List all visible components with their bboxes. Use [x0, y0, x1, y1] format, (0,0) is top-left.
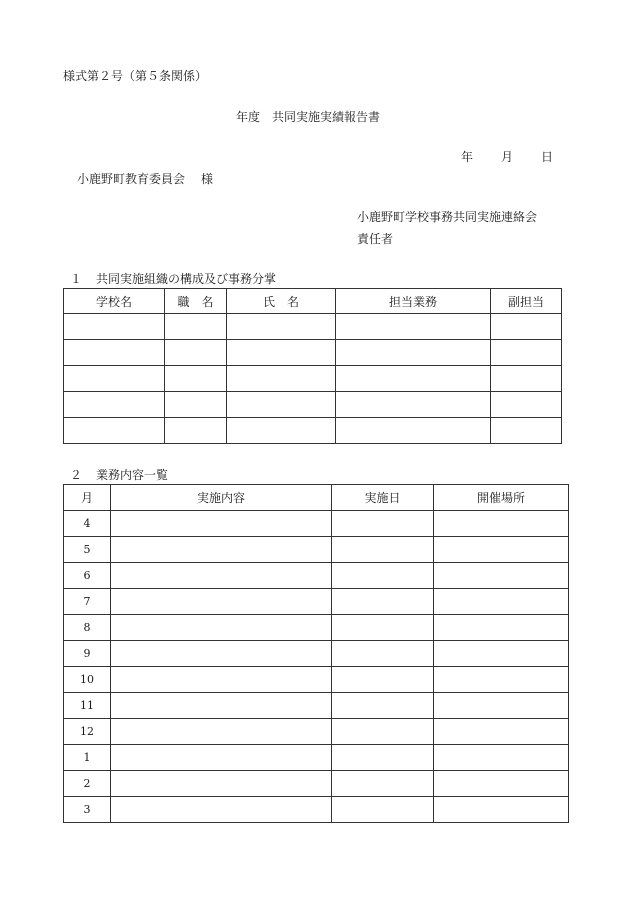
month-cell: 1 [64, 745, 111, 771]
duties-cell[interactable] [336, 392, 491, 418]
venue-cell[interactable] [434, 667, 569, 693]
title-year-label: 年度 [236, 110, 261, 124]
column-header-name: 氏 名 [227, 289, 336, 314]
date-cell[interactable] [332, 797, 434, 823]
recipient-name: 小鹿野町教育委員会 [77, 172, 186, 186]
section2-heading [70, 466, 168, 483]
section1-title: 共同実施組織の構成及び事務分掌 [96, 272, 277, 286]
venue-cell[interactable] [434, 719, 569, 745]
month-cell: 8 [64, 615, 111, 641]
date-day: 日 [541, 150, 554, 164]
section2-title: 業務内容一覧 [96, 468, 169, 482]
content-cell[interactable] [111, 797, 332, 823]
sub-assignee-cell[interactable] [491, 392, 562, 418]
venue-cell[interactable] [434, 641, 569, 667]
content-cell[interactable] [111, 693, 332, 719]
sub-assignee-cell[interactable] [491, 314, 562, 340]
date-year: 年 [461, 150, 474, 164]
content-cell[interactable] [111, 667, 332, 693]
section2-number: ２ [70, 468, 83, 482]
sender-role: 責任者 [357, 232, 394, 246]
venue-cell[interactable] [434, 589, 569, 615]
column-header-position: 職 名 [165, 289, 227, 314]
work-content-table [63, 484, 569, 823]
month-cell: 11 [64, 693, 111, 719]
date-cell[interactable] [332, 641, 434, 667]
table-row [64, 511, 569, 537]
school-name-cell[interactable] [64, 340, 165, 366]
school-name-cell[interactable] [64, 366, 165, 392]
date-cell[interactable] [332, 693, 434, 719]
column-header-assigned-duties: 担当業務 [336, 289, 491, 314]
column-header-month: 月 [64, 485, 111, 511]
sub-assignee-cell[interactable] [491, 418, 562, 444]
table-row [64, 418, 562, 444]
table-row [64, 366, 562, 392]
column-header-venue: 開催場所 [434, 485, 569, 511]
duties-cell[interactable] [336, 366, 491, 392]
position-cell[interactable] [165, 314, 227, 340]
month-cell: 5 [64, 537, 111, 563]
sub-assignee-cell[interactable] [491, 366, 562, 392]
date-cell[interactable] [332, 589, 434, 615]
date-cell[interactable] [332, 667, 434, 693]
table-row [64, 589, 569, 615]
month-cell: 6 [64, 563, 111, 589]
date-cell[interactable] [332, 615, 434, 641]
content-cell[interactable] [111, 589, 332, 615]
duties-cell[interactable] [336, 340, 491, 366]
venue-cell[interactable] [434, 537, 569, 563]
section1-heading [70, 270, 276, 287]
content-cell[interactable] [111, 641, 332, 667]
date-cell[interactable] [332, 745, 434, 771]
column-header-school-name: 学校名 [64, 289, 165, 314]
title-text: 共同実施実績報告書 [272, 110, 381, 124]
content-cell[interactable] [111, 563, 332, 589]
date-cell[interactable] [332, 511, 434, 537]
month-cell: 9 [64, 641, 111, 667]
venue-cell[interactable] [434, 615, 569, 641]
table-row [64, 771, 569, 797]
content-cell[interactable] [111, 537, 332, 563]
section1-number: １ [70, 272, 83, 286]
venue-cell[interactable] [434, 797, 569, 823]
content-cell[interactable] [111, 719, 332, 745]
table-row [64, 797, 569, 823]
sender-organization: 小鹿野町学校事務共同実施連絡会 [357, 210, 538, 224]
venue-cell[interactable] [434, 693, 569, 719]
content-cell[interactable] [111, 615, 332, 641]
venue-cell[interactable] [434, 563, 569, 589]
recipient [77, 170, 213, 187]
date-cell[interactable] [332, 563, 434, 589]
column-header-sub-assignee: 副担当 [491, 289, 562, 314]
school-name-cell[interactable] [64, 418, 165, 444]
duties-cell[interactable] [336, 418, 491, 444]
date-cell[interactable] [332, 719, 434, 745]
column-header-date: 実施日 [332, 485, 434, 511]
content-cell[interactable] [111, 771, 332, 797]
name-cell[interactable] [227, 314, 336, 340]
form-number: 様式第２号（第５条関係） [63, 69, 208, 83]
table-row [64, 745, 569, 771]
name-cell[interactable] [227, 392, 336, 418]
sub-assignee-cell[interactable] [491, 340, 562, 366]
recipient-honorific: 様 [201, 172, 214, 186]
venue-cell[interactable] [434, 771, 569, 797]
position-cell[interactable] [165, 366, 227, 392]
table-row [64, 314, 562, 340]
month-cell: 2 [64, 771, 111, 797]
content-cell[interactable] [111, 745, 332, 771]
month-cell: 4 [64, 511, 111, 537]
name-cell[interactable] [227, 418, 336, 444]
position-cell[interactable] [165, 340, 227, 366]
date-cell[interactable] [332, 771, 434, 797]
date-cell[interactable] [332, 537, 434, 563]
venue-cell[interactable] [434, 745, 569, 771]
content-cell[interactable] [111, 511, 332, 537]
table-row [64, 392, 562, 418]
table-row [64, 615, 569, 641]
table-row [64, 641, 569, 667]
column-header-content: 実施内容 [111, 485, 332, 511]
table-row [64, 537, 569, 563]
month-cell: 3 [64, 797, 111, 823]
table-row [64, 719, 569, 745]
organization-table-header [64, 289, 562, 314]
table-row [64, 693, 569, 719]
name-cell[interactable] [227, 366, 336, 392]
month-cell: 12 [64, 719, 111, 745]
school-name-cell[interactable] [64, 314, 165, 340]
date-month: 月 [501, 150, 514, 164]
month-cell: 7 [64, 589, 111, 615]
duties-cell[interactable] [336, 314, 491, 340]
venue-cell[interactable] [434, 511, 569, 537]
document-title [236, 108, 380, 125]
table-row [64, 563, 569, 589]
position-cell[interactable] [165, 418, 227, 444]
date-line [461, 148, 553, 165]
position-cell[interactable] [165, 392, 227, 418]
table-row [64, 340, 562, 366]
school-name-cell[interactable] [64, 392, 165, 418]
month-cell: 10 [64, 667, 111, 693]
work-table-header [64, 485, 569, 511]
name-cell[interactable] [227, 340, 336, 366]
table-row [64, 667, 569, 693]
organization-table [63, 288, 562, 444]
